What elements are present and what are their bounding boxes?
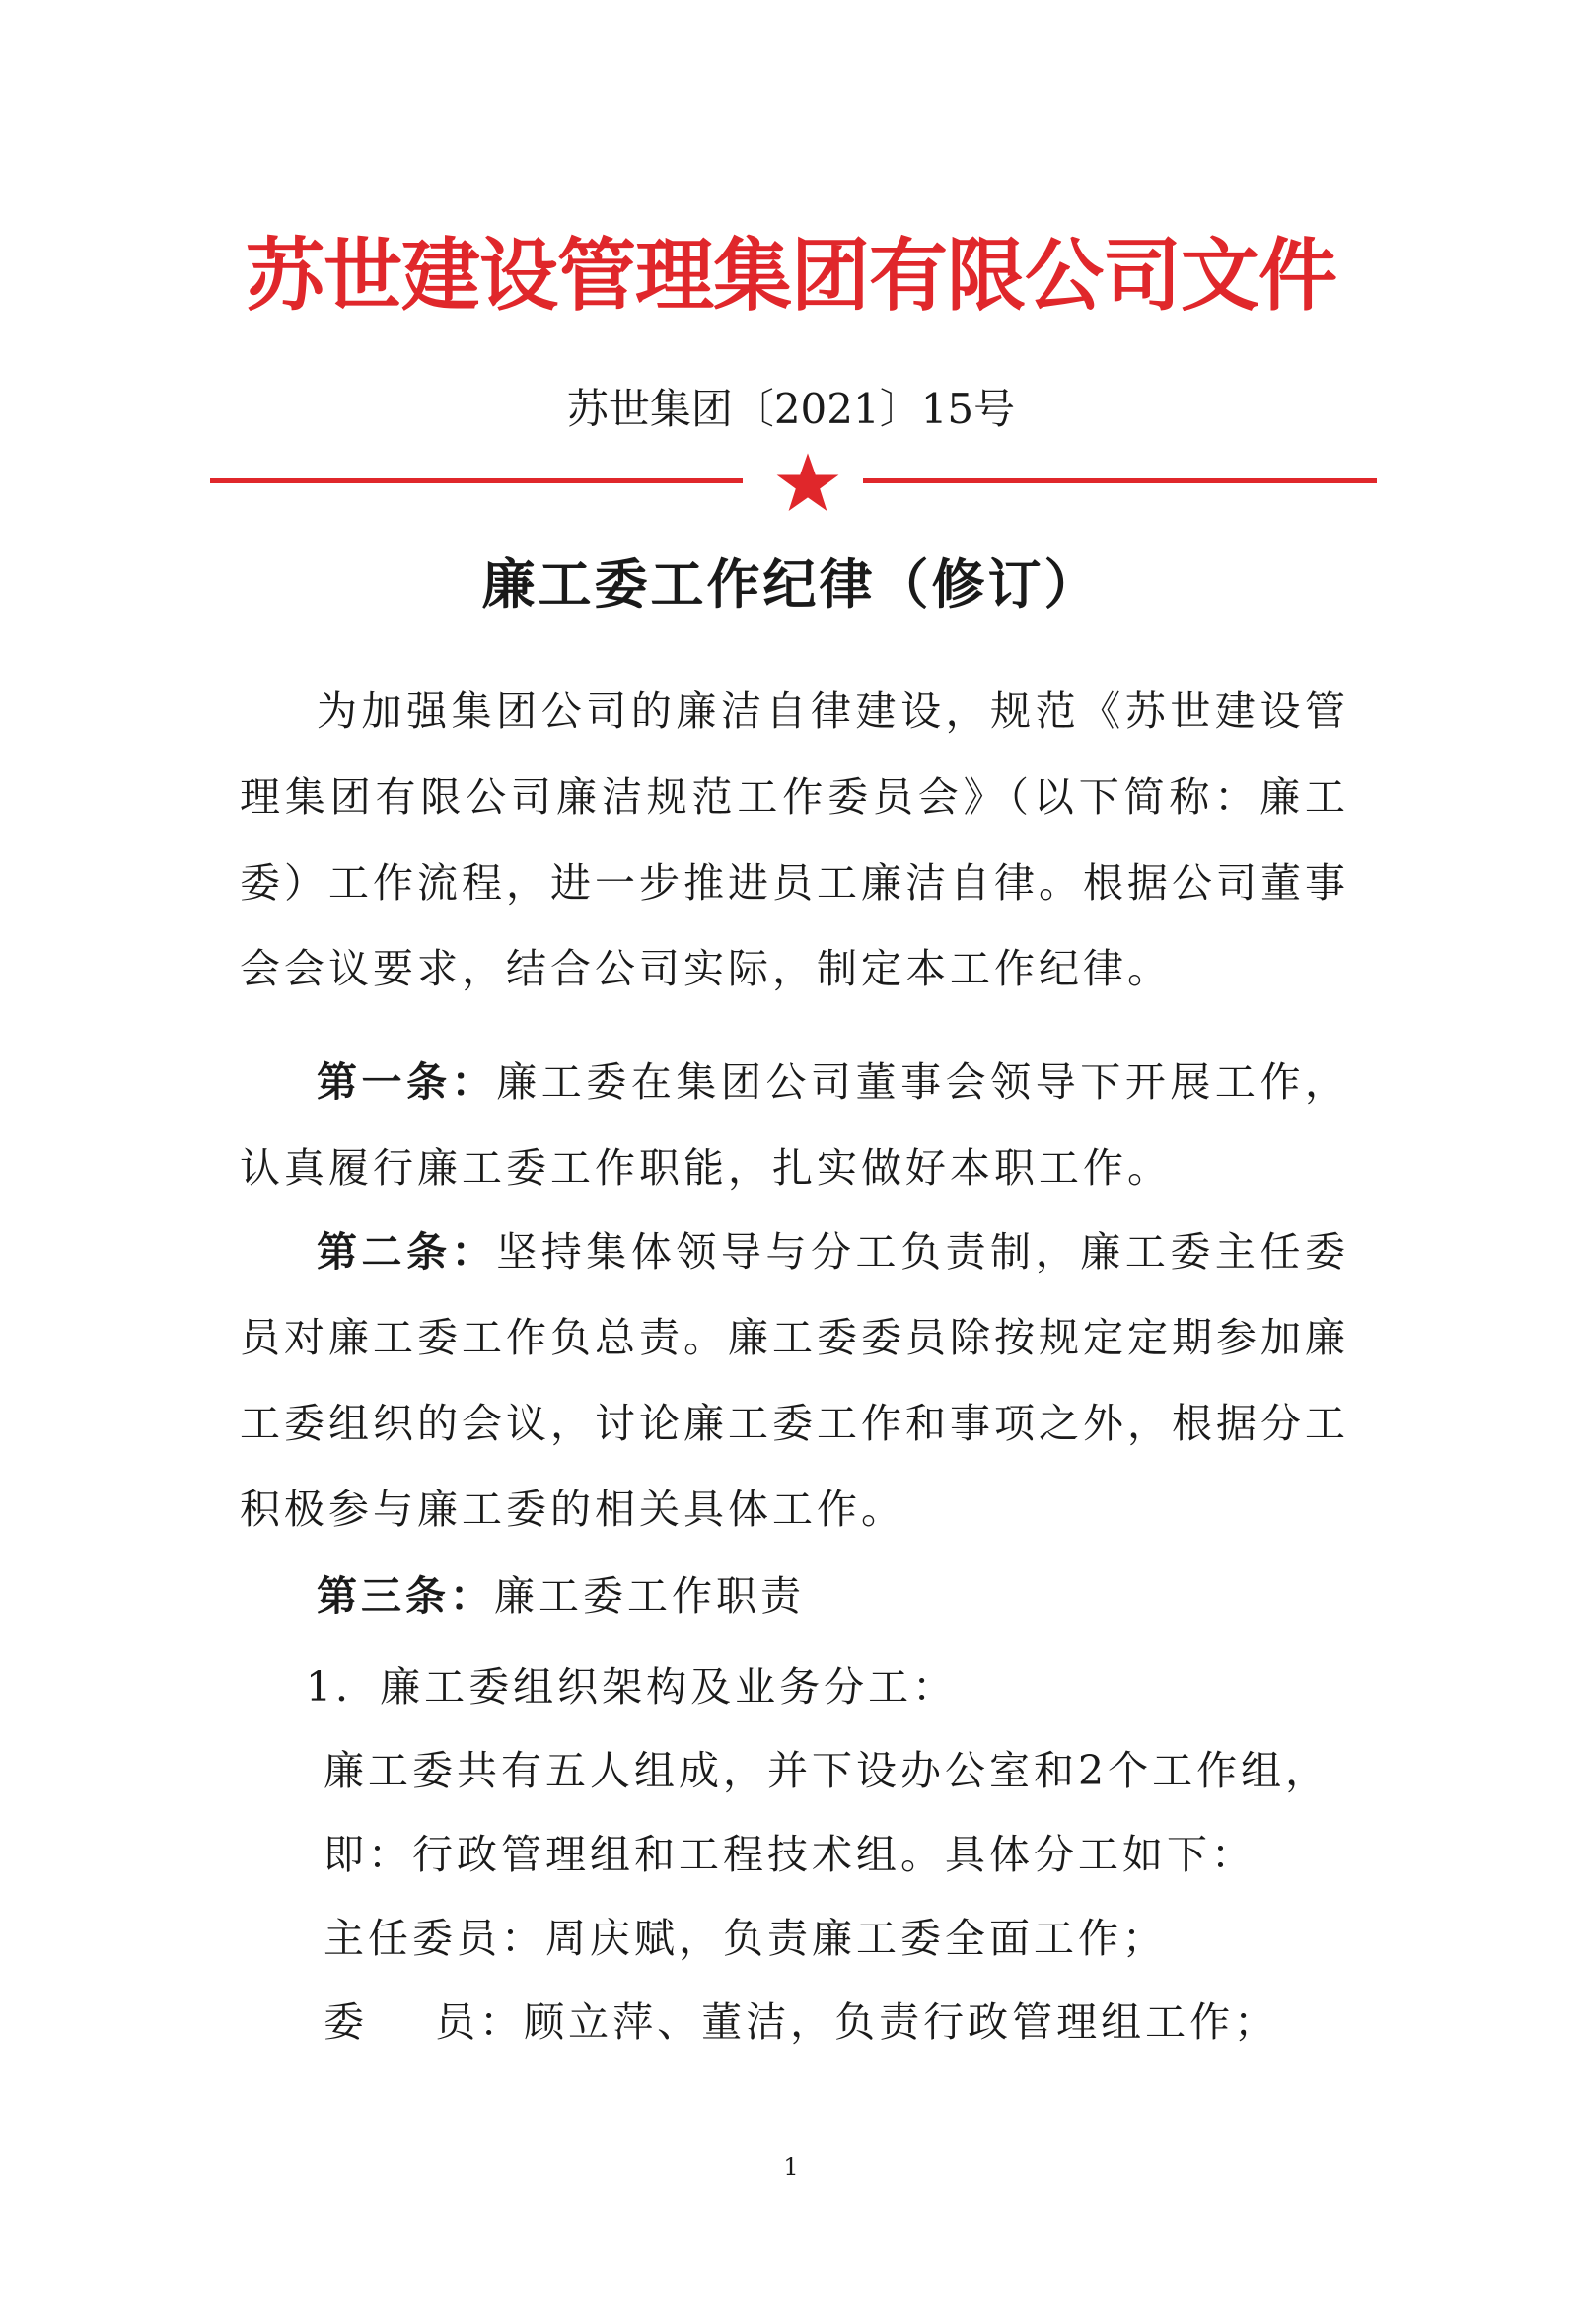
document-title: 廉工委工作纪律（修订） [481,553,1101,616]
article-2-text: 坚持集体领导与分工负责制，廉工委主任委员对廉工委工作负总责。廉工委委员除按规定定期参加廉工委组织的会议，讨论廉工委工作和事项之外，根据分工积极参与廉工委的相关具体工作。 [240,1228,1350,1533]
member-text: 顾立萍、董洁，负责行政管理组工作； [524,1998,1279,2046]
item-1-heading: 1．廉工委组织架构及业务分工： [306,1663,958,1710]
article-3-lead: 第三条： [317,1572,494,1620]
red-divider-left [210,478,743,483]
article-3 [240,1554,1349,1639]
article-3-text: 廉工委工作职责 [494,1572,805,1620]
article-2-lead: 第二条： [317,1228,497,1275]
page-number: 1 [783,2153,799,2181]
article-1-text: 廉工委在集团公司董事会领导下开展工作，认真履行廉工委工作职能，扎实做好本职工作。 [240,1058,1350,1192]
article-1 [240,1040,1349,1211]
red-divider-right [863,478,1377,483]
article-2 [240,1209,1349,1553]
letterhead-title: 苏世建设管理集团有限公司文件 [246,230,1336,322]
member-label: 委 员： [324,1998,525,2046]
red-star-icon [775,452,840,517]
director-line: 主任委员：周庆赋，负责廉工委全面工作； [324,1915,1167,1962]
structure-line-1: 廉工委共有五人组成，并下设办公室和2个工作组， [324,1747,1330,1794]
structure-line-2: 即：行政管理组和工程技术组。具体分工如下： [324,1831,1256,1878]
intro-paragraph: 为加强集团公司的廉洁自律建设，规范《苏世建设管理集团有限公司廉洁规范工作委员会》（以下简称：廉工委）工作流程，进一步推进员工廉洁自律。根据公司董事会会议要求，结合公司实际，制定本工作纪律。 [240,688,1349,992]
member-line [324,1993,1278,2052]
document-number: 苏世集团〔2021〕15号 [566,385,1016,433]
article-1-lead: 第一条： [317,1058,497,1106]
